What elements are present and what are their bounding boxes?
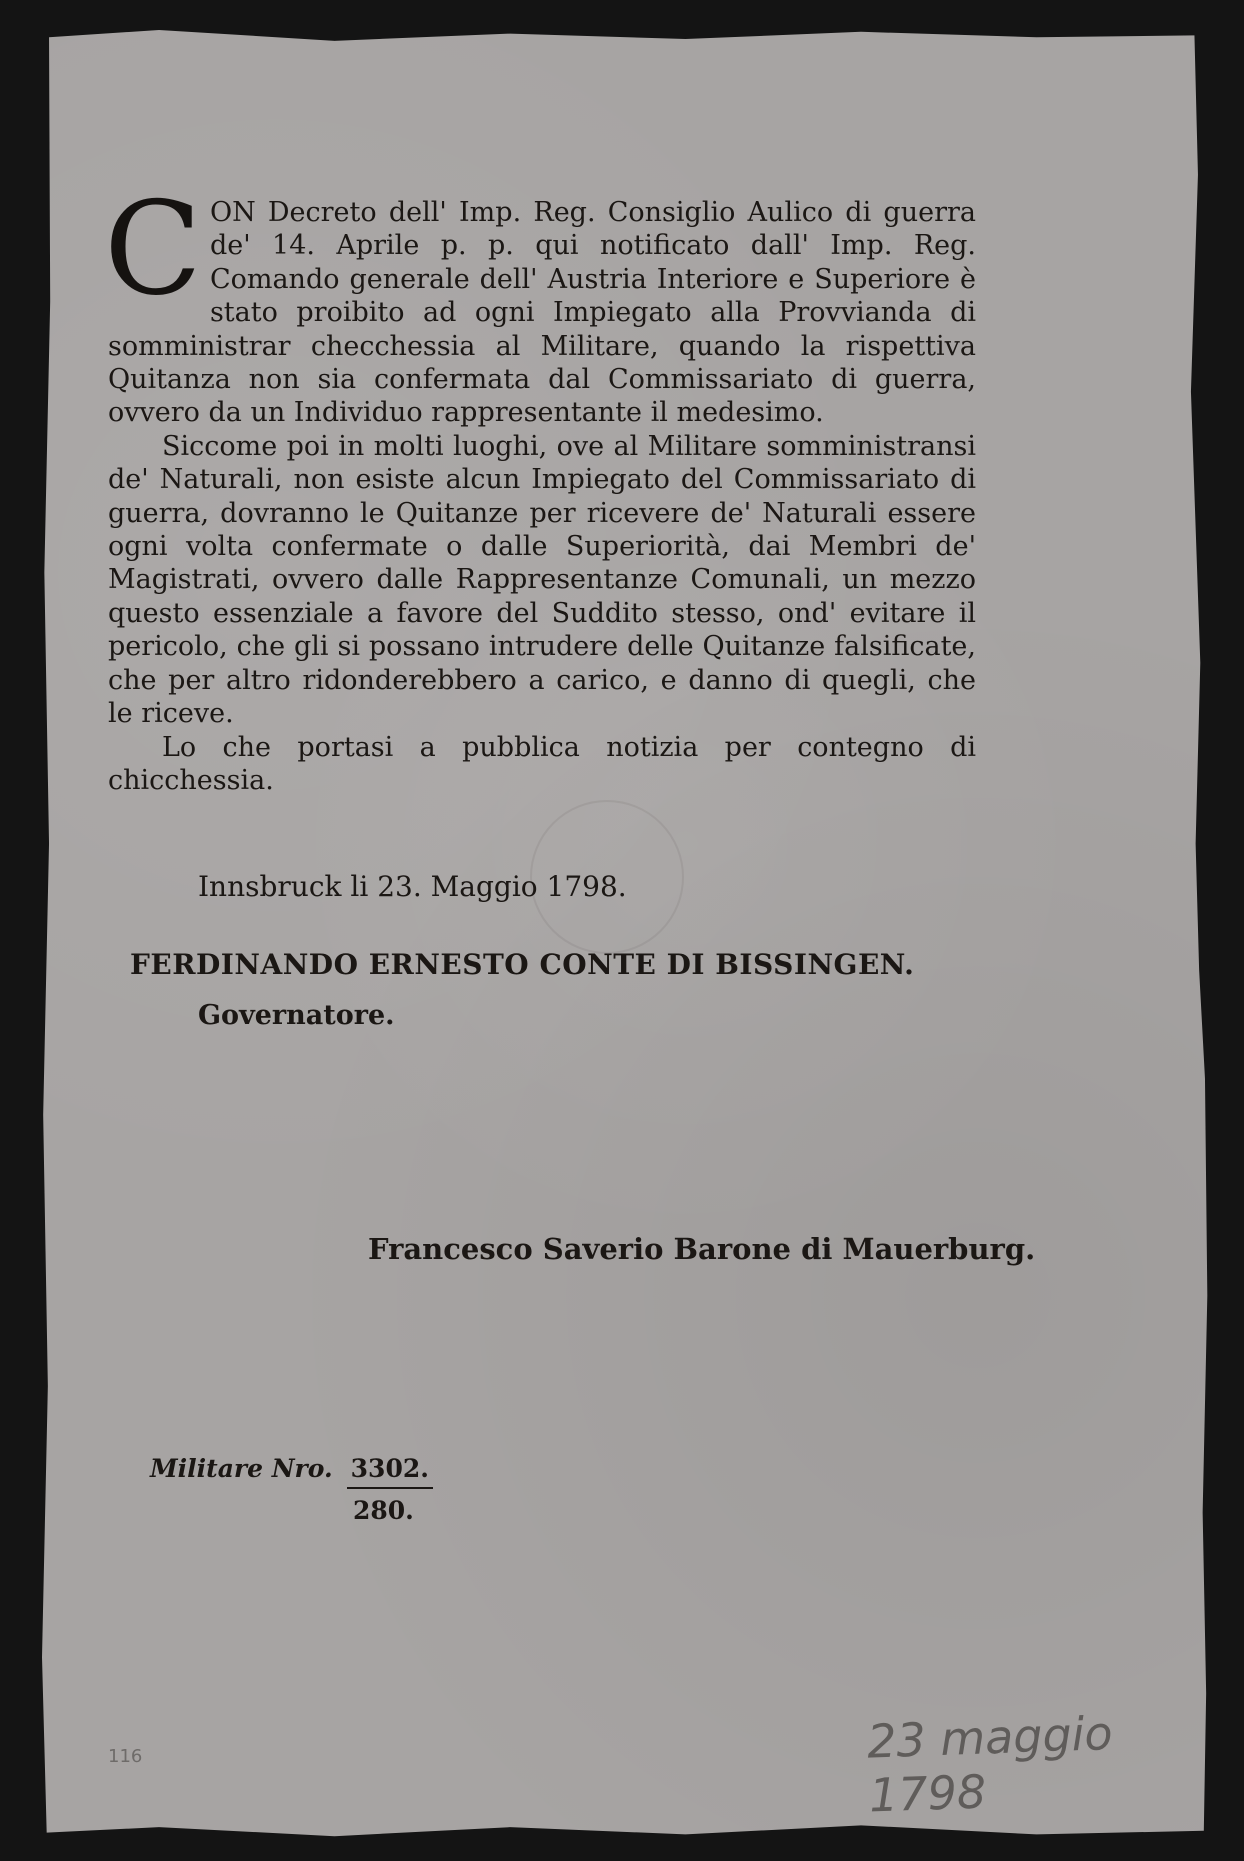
registry-number: [150, 1454, 433, 1489]
signer-title: Governatore.: [198, 1000, 395, 1031]
pencil-date-annotation: 23 maggio 1798: [866, 1706, 1114, 1823]
registry-number-value: 3302.: [347, 1454, 433, 1489]
registry-sub-number: 280.: [353, 1496, 414, 1525]
secretary-signature: Francesco Saverio Barone di Mauerburg.: [368, 1232, 1036, 1266]
decree-paragraph-2: Siccome poi in molti luoghi, ove al Militare somministransi de' Naturali, non esiste alcun Impiegato del Commissariato di guerra, dovranno le Quitanze per ricevere de' Naturali essere ogni volta confermate o dalle Superiorità, dai Membri de' Magistrati, ovvero dalle Rappresentanze Comunali, un mezzo questo essenziale a favore del Suddito stesso, ond' evitare il pericolo, che gli si possano intrudere delle Quitanze falsificate, che per altro ridonderebbero a carico, e danno di quegli, che le riceve.: [108, 430, 976, 730]
decree-body: [104, 175, 976, 797]
decree-paragraph-1: [104, 175, 976, 430]
drop-cap: C: [104, 175, 202, 324]
folio-number: 116: [108, 1746, 143, 1767]
decree-paragraph-3: Lo che portasi a pubblica notizia per contegno di chicchessia.: [108, 731, 976, 796]
signer-name: FERDINANDO ERNESTO CONTE DI BISSINGEN.: [130, 948, 915, 981]
paragraph-1-text: ON Decreto dell' Imp. Reg. Consiglio Aulico di guerra de' 14. Aprile p. p. qui notificato dall' Imp. Reg. Comando generale dell' Austria Interiore e Superiore è stato proibito ad ogni Impiegato alla Provvianda di somministrar checchessia al Militare, quando la rispettiva Quitanza non sia confermata dal Commissariato di guerra, ovvero da un Individuo rappresentante il medesimo.: [108, 197, 976, 429]
place-and-date: Innsbruck li 23. Maggio 1798.: [198, 870, 627, 903]
registry-label: Militare Nro.: [150, 1454, 333, 1483]
